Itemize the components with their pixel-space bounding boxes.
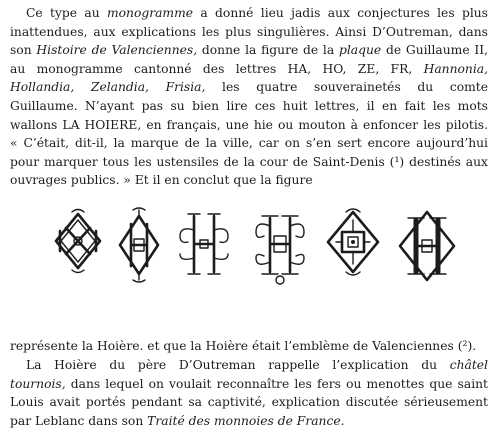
text-run: « C’était, dit-il, la marque de la ville, car on s’en sert encore aujourd’hui [10,136,488,151]
monogram-4 [248,206,312,286]
italic-text: Hannonia, [423,61,488,76]
monogram-6 [394,206,460,288]
monogram-2 [114,206,164,284]
italic-text: Traité des monnoies de France. [147,413,345,428]
paragraph-monogramme [10,4,488,190]
text-run: Louis avait portés pendant sa captivité, explication discutée sérieusement [10,395,488,410]
text-run: Ce type au [26,6,107,20]
text-line [10,4,488,23]
italic-text: Histoire de Valenciennes, [36,43,198,58]
text-line [10,41,488,60]
monogram-3 [174,206,234,284]
text-run: son [10,43,37,58]
text-run: a donné lieu jadis aux conjectures les plus [193,6,488,20]
text-line [10,116,488,135]
text-line [10,375,488,394]
italic-text: monogramme [106,6,194,20]
paragraph-chatel-tournois [10,356,488,430]
paragraph-hoiere-embleme [10,337,488,356]
text-run: inattendues, aux explications les plus singulières. Ainsi D’Outreman, dans [10,24,488,39]
text-line [10,171,488,190]
text-run: représente la Hoière. et que la Hoière était l’emblème de Valenciennes (²). [10,339,477,353]
italic-text: Hollandia, Zelandia, Frisia, [10,80,206,95]
text-line [10,60,488,79]
text-run: dans lequel on voulait reconnaître les fers ou menottes que saint [65,376,488,391]
text-line [10,356,488,375]
text-run: au monogramme cantonné des lettres HA, HO, ZE, FR, [10,61,424,76]
italic-text: tournois, [10,376,66,391]
text-line [10,337,488,356]
text-run: Guillaume. N’ayant pas su bien lire ces huit lettres, il en fait les mots [10,98,488,113]
text-line [10,393,488,412]
monogram-5 [322,206,384,280]
text-run: La Hoière du père D’Outreman rappelle l’explication du [26,358,450,372]
text-line [10,412,488,431]
monogram-1 [50,206,106,276]
text-run: wallons LA HOIERE, en français, une hie ou mouton à enfoncer les pilotis. [10,117,488,132]
text-run: donne la figure de la [197,43,339,58]
italic-text: châtel [449,358,488,372]
text-line [10,134,488,153]
text-line [10,78,488,97]
italic-text: plaque [338,43,382,58]
text-run: pour marquer tous les ustensiles de la cour de Saint-Denis (¹) destinés aux [10,154,488,169]
text-line [10,23,488,42]
text-run: ouvrages publics. » Et il en conclut que la figure [10,173,313,188]
text-line [10,153,488,172]
monogram-figure [50,206,460,288]
text-run: de Guillaume II, [381,43,488,58]
text-run: par Leblanc dans son [10,413,148,428]
text-run: les quatre souverainetés du comte [205,80,488,95]
text-line [10,97,488,116]
